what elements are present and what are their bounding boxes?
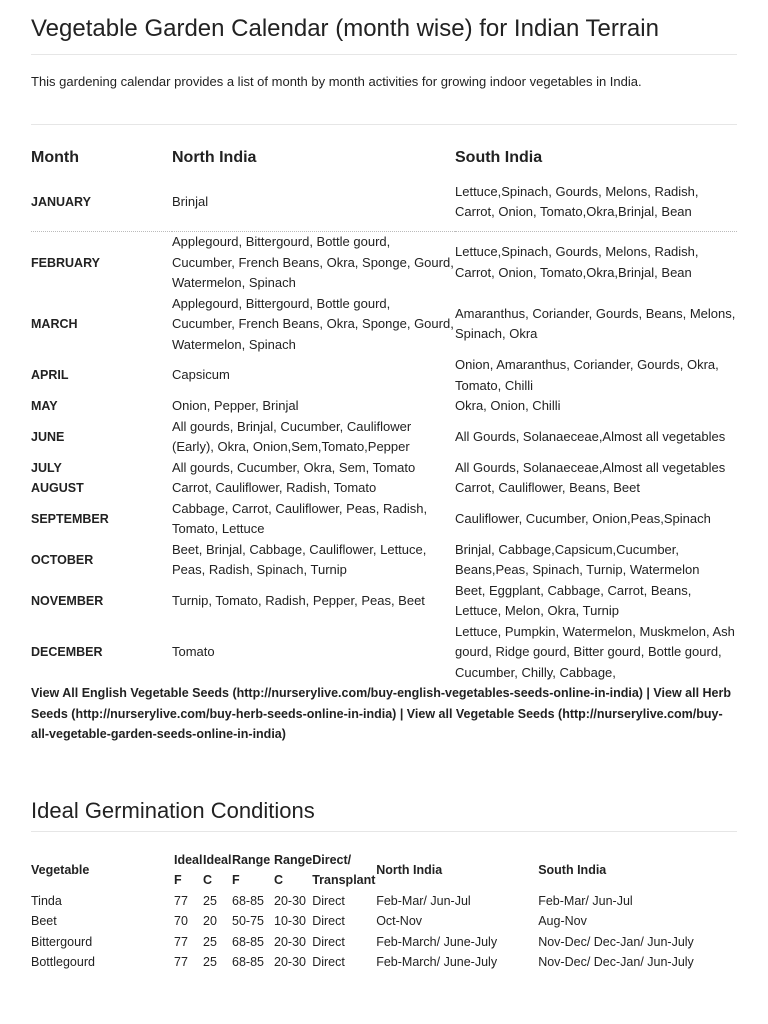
north-india-cell: Tomato [172, 644, 215, 659]
english-seeds-link[interactable]: View All English Vegetable Seeds (http://nurserylive.com/buy-english-vegetables-seeds-online-in-india) [31, 686, 643, 700]
north-india-cell: Beet, Brinjal, Cabbage, Cauliflower, Lettuce, Peas, Radish, Spinach, Turnip [172, 541, 427, 577]
north-india-cell: Brinjal [172, 173, 455, 232]
calendar-table [31, 143, 737, 683]
table-row [31, 622, 737, 684]
south-india-cell: Carrot, Cauliflower, Beans, Beet [455, 480, 640, 495]
ideal-c-cell: 25 [203, 893, 217, 908]
month-cell: OCTOBER [31, 552, 94, 567]
all-vegetable-seeds-link[interactable]: View all Vegetable Seeds (http://nurserylive.com/buy-all-vegetable-garden-seeds-online-in-india) [31, 706, 723, 741]
month-cell: MAY [31, 399, 58, 413]
range-f-cell: 68-85 [232, 934, 264, 949]
seed-links [31, 683, 731, 745]
ideal-c-cell: 25 [203, 955, 217, 969]
range-c-cell: 20-30 [274, 955, 306, 969]
range-f-cell: 50-75 [232, 914, 264, 928]
range-f-header: Range F [232, 852, 271, 887]
range-f-cell: 68-85 [232, 893, 264, 908]
direct-header: Direct/ Transplant [312, 852, 376, 887]
table-row [31, 499, 737, 540]
north-india-header: North India [376, 862, 443, 877]
north-india-cell: Carrot, Cauliflower, Radish, Tomato [172, 480, 377, 495]
table-row [31, 294, 737, 356]
south-india-cell: Onion, Amaranthus, Coriander, Gourds, Okra, Tomato, Chilli [455, 357, 719, 393]
south-india-cell: Amaranthus, Coriander, Gourds, Beans, Melons, Spinach, Okra [455, 305, 736, 342]
ideal-c-cell: 25 [203, 934, 217, 949]
north-india-cell: Feb-March/ June-July [376, 955, 498, 969]
vegetable-header: Vegetable [31, 862, 90, 877]
south-india-cell: Feb-Mar/ Jun-Jul [538, 893, 633, 908]
vegetable-cell: Beet [31, 914, 57, 928]
range-c-cell: 20-30 [274, 934, 306, 949]
table-row [31, 932, 708, 953]
germination-table [31, 850, 708, 973]
ideal-f-cell: 77 [174, 934, 188, 949]
direct-cell: Direct [312, 934, 345, 949]
north-india-cell: Onion, Pepper, Brinjal [172, 398, 299, 413]
month-cell: SEPTEMBER [31, 511, 109, 526]
south-india-cell: Nov-Dec/ Dec-Jan/ Jun-July [538, 955, 694, 969]
table-row [31, 478, 737, 499]
month-cell: JUNE [31, 429, 65, 444]
ideal-f-cell: 77 [174, 955, 188, 969]
range-c-cell: 10-30 [274, 914, 306, 928]
table-row [31, 911, 708, 932]
month-cell: JANUARY [31, 173, 172, 232]
ideal-c-header: Ideal C [203, 852, 232, 887]
month-cell: DECEMBER [31, 645, 103, 659]
month-cell: JULY [31, 460, 62, 475]
direct-cell: Direct [312, 914, 345, 928]
germination-title: Ideal Germination Conditions [31, 797, 737, 832]
north-india-cell: Turnip, Tomato, Radish, Pepper, Peas, Beet [172, 592, 425, 608]
month-header: Month [31, 148, 79, 166]
ideal-f-cell: 70 [174, 914, 188, 928]
germination-body [31, 891, 708, 973]
page-title: Vegetable Garden Calendar (month wise) for Indian Terrain [31, 0, 737, 55]
table-row [31, 355, 737, 396]
south-india-cell: Lettuce,Spinach, Gourds, Melons, Radish, Carrot, Onion, Tomato,Okra,Brinjal, Bean [455, 173, 737, 232]
south-india-cell: Beet, Eggplant, Cabbage, Carrot, Beans, Lettuce, Melon, Okra, Turnip [455, 582, 692, 618]
table-row [31, 173, 737, 232]
south-india-header: South India [538, 862, 607, 877]
ideal-c-cell: 20 [203, 914, 217, 928]
herb-seeds-link[interactable]: View all Herb Seeds (http://nurserylive.com/buy-herb-seeds-online-in-india) [31, 686, 731, 721]
table-row [31, 891, 708, 912]
north-india-cell: Feb-March/ June-July [376, 934, 498, 949]
table-row [31, 581, 737, 622]
north-india-cell: Applegourd, Bittergourd, Bottle gourd, Cucumber, French Beans, Okra, Sponge, Gourd, Watermelon, Spinach [172, 295, 454, 352]
south-india-cell: Lettuce, Pumpkin, Watermelon, Muskmelon, Ash gourd, Ridge gourd, Bitter gourd, Bottle gourd, Cucumber, Chilly, Cabbage, [455, 623, 735, 680]
south-header: South India [455, 148, 543, 166]
table-row [31, 417, 737, 458]
table-row [31, 396, 737, 417]
south-india-cell: Nov-Dec/ Dec-Jan/ Jun-July [538, 934, 694, 949]
month-cell: MARCH [31, 317, 78, 331]
north-header: North India [172, 148, 257, 166]
direct-cell: Direct [312, 955, 345, 969]
north-india-cell: Cabbage, Carrot, Cauliflower, Peas, Radish, Tomato, Lettuce [172, 500, 428, 536]
month-cell: NOVEMBER [31, 593, 104, 608]
north-india-cell: Oct-Nov [376, 914, 423, 928]
north-india-cell: Capsicum [172, 367, 230, 383]
table-row [31, 540, 737, 581]
germination-header-row [31, 850, 708, 891]
south-india-cell: Brinjal, Cabbage,Capsicum,Cucumber, Beans,Peas, Spinach, Turnip, Watermelon [455, 541, 700, 577]
north-india-cell: Feb-Mar/ Jun-Jul [376, 893, 471, 908]
table-row [31, 232, 737, 294]
ideal-f-header: Ideal F [174, 852, 203, 887]
vegetable-cell: Bottlegourd [31, 955, 95, 969]
range-c-header: Range C [274, 852, 313, 887]
vegetable-cell: Bittergourd [31, 934, 93, 949]
vegetable-cell: Tinda [31, 893, 62, 908]
north-india-cell: All gourds, Cucumber, Okra, Sem, Tomato [172, 459, 416, 475]
south-india-cell: Okra, Onion, Chilli [455, 398, 561, 413]
link-separator: | [396, 706, 407, 721]
table-row [31, 458, 737, 479]
north-india-cell: All gourds, Brinjal, Cucumber, Cauliflower (Early), Okra, Onion,Sem,Tomato,Pepper [172, 418, 412, 454]
link-separator: | [642, 686, 654, 700]
intro-text: This gardening calendar provides a list of month by month activities for growing indoor vegetables in India. [31, 74, 737, 125]
month-cell: AUGUST [31, 481, 84, 495]
range-f-cell: 68-85 [232, 955, 264, 969]
south-india-cell: Aug-Nov [538, 914, 587, 928]
month-cell: APRIL [31, 368, 69, 383]
south-india-cell: All Gourds, Solanaeceae,Almost all vegetables [455, 428, 726, 444]
range-c-cell: 20-30 [274, 893, 306, 908]
table-row [31, 952, 708, 973]
south-india-cell: All Gourds, Solanaeceae,Almost all vegetables [455, 459, 726, 475]
direct-cell: Direct [312, 893, 345, 908]
calendar-header-row [31, 143, 737, 173]
south-india-cell: Lettuce,Spinach, Gourds, Melons, Radish, Carrot, Onion, Tomato,Okra,Brinjal, Bean [455, 244, 699, 280]
ideal-f-cell: 77 [174, 893, 188, 908]
month-cell: FEBRUARY [31, 255, 100, 270]
north-india-cell: Applegourd, Bittergourd, Bottle gourd, Cucumber, French Beans, Okra, Sponge, Gourd, Watermelon, Spinach [172, 234, 454, 290]
calendar-body [31, 173, 737, 683]
south-india-cell: Cauliflower, Cucumber, Onion,Peas,Spinach [455, 510, 711, 526]
